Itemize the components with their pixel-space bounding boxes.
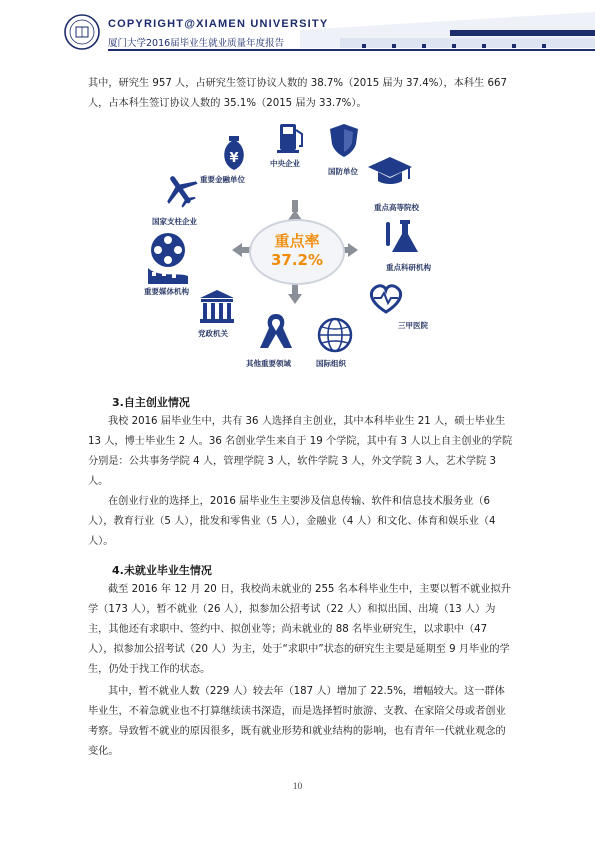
section4-paragraph-1: 截至 2016 年 12 月 20 日，我校尚未就业的 255 名本科毕业生中，主要以暂不就业拟升学（173 人），暂不就业（26 人），拟参加公招考试（22 人）和拟出国、出境（13 人）为主，其他还有求职中、签约中、拟创业等；尚未就业的 88 名毕业研究生，以求职中（47 人），拟参加公招考试（20 人）为主，处于“求职中”状态的研究生主要是延期至 9 月毕业的学生，仍处于找工作的状态。 — [88, 584, 511, 675]
label-international-orgs: 国际组织 — [316, 359, 346, 368]
label-other-fields: 其他重要领域 — [246, 359, 291, 368]
airplane-icon — [157, 167, 204, 213]
header-title: COPYRIGHT@XIAMEN UNIVERSITY — [108, 18, 329, 30]
section3-heading: 3.自主创业情况 — [112, 396, 190, 409]
page-header — [0, 0, 595, 62]
label-top-hospitals: 三甲医院 — [398, 321, 428, 330]
intro-paragraph: 其中，研究生 957 人，占研究生签订协议人数的 38.7%（2015 届为 37.4%），本科生 667 人，占本科生签订协议人数的 35.1%（2015 届为 33.7%）。 — [88, 78, 507, 109]
header-subtitle: 厦门大学2016届毕业生就业质量年度报告 — [108, 38, 285, 49]
section3-paragraph-1: 我校 2016 届毕业生中，共有 36 人选择自主创业，其中本科毕业生 21 人，硕士毕业生 13 人，博士毕业生 2 人。36 名创业学生来自于 19 个学院，其中有 3 人以上自主创业的学院分别是：公共事务学院 4 人，管理学院 3 人，软件学院 3 人，外文学院 3 人，艺术学院 3 人。 — [88, 416, 513, 487]
heart-pulse-icon — [371, 286, 400, 312]
label-media-institutions: 重要媒体机构 — [144, 287, 189, 296]
key-employer-infographic — [130, 122, 460, 384]
flask-icon — [386, 220, 418, 252]
government-building-icon — [200, 290, 234, 323]
yen-icon — [224, 136, 244, 170]
label-financial-units: 重要金融单位 — [200, 175, 245, 184]
fuel-pump-icon — [277, 124, 302, 153]
shield-icon — [330, 124, 358, 157]
svg-text:¥: ¥ — [229, 151, 239, 166]
ribbon-icon — [260, 314, 292, 348]
university-seal-logo — [64, 14, 100, 50]
page-number: 10 — [292, 782, 303, 792]
section4-heading: 4.未就业毕业生情况 — [112, 564, 212, 577]
key-rate-value: 37.2% — [270, 251, 324, 269]
key-rate-center-badge — [249, 219, 345, 285]
label-pillar-enterprises: 国家支柱企业 — [152, 217, 197, 226]
section4-paragraph-2: 其中，暂不就业人数（229 人）较去年（187 人）增加了 22.5%，增幅较大。这一群体毕业生，不着急就业也不打算继续读书深造，而是选择暂时旅游、支教、在家陪父母或者创业考察。导致暂不就业的原因很多，既有就业形势和就业结构的影响，也有青年一代就业观念的变化。 — [88, 686, 506, 757]
label-party-government: 党政机关 — [198, 329, 228, 338]
graduation-cap-icon — [368, 157, 412, 184]
key-rate-title: 重点率 — [274, 232, 320, 250]
film-reel-icon — [148, 233, 188, 284]
label-central-enterprises: 中央企业 — [270, 159, 300, 168]
label-key-universities: 重点高等院校 — [374, 203, 419, 212]
arrow-up-shaft — [292, 200, 298, 212]
label-research-institutes: 重点科研机构 — [386, 263, 431, 272]
globe-icon — [319, 319, 351, 351]
section3-paragraph-2: 在创业行业的选择上，2016 届毕业生主要涉及信息传输、软件和信息技术服务业（6 人），教育行业（5 人），批发和零售业（5 人），金融业（4 人）和文化、体育和娱乐业（4 人）。 — [88, 496, 496, 547]
label-defense-units: 国防单位 — [328, 167, 358, 176]
